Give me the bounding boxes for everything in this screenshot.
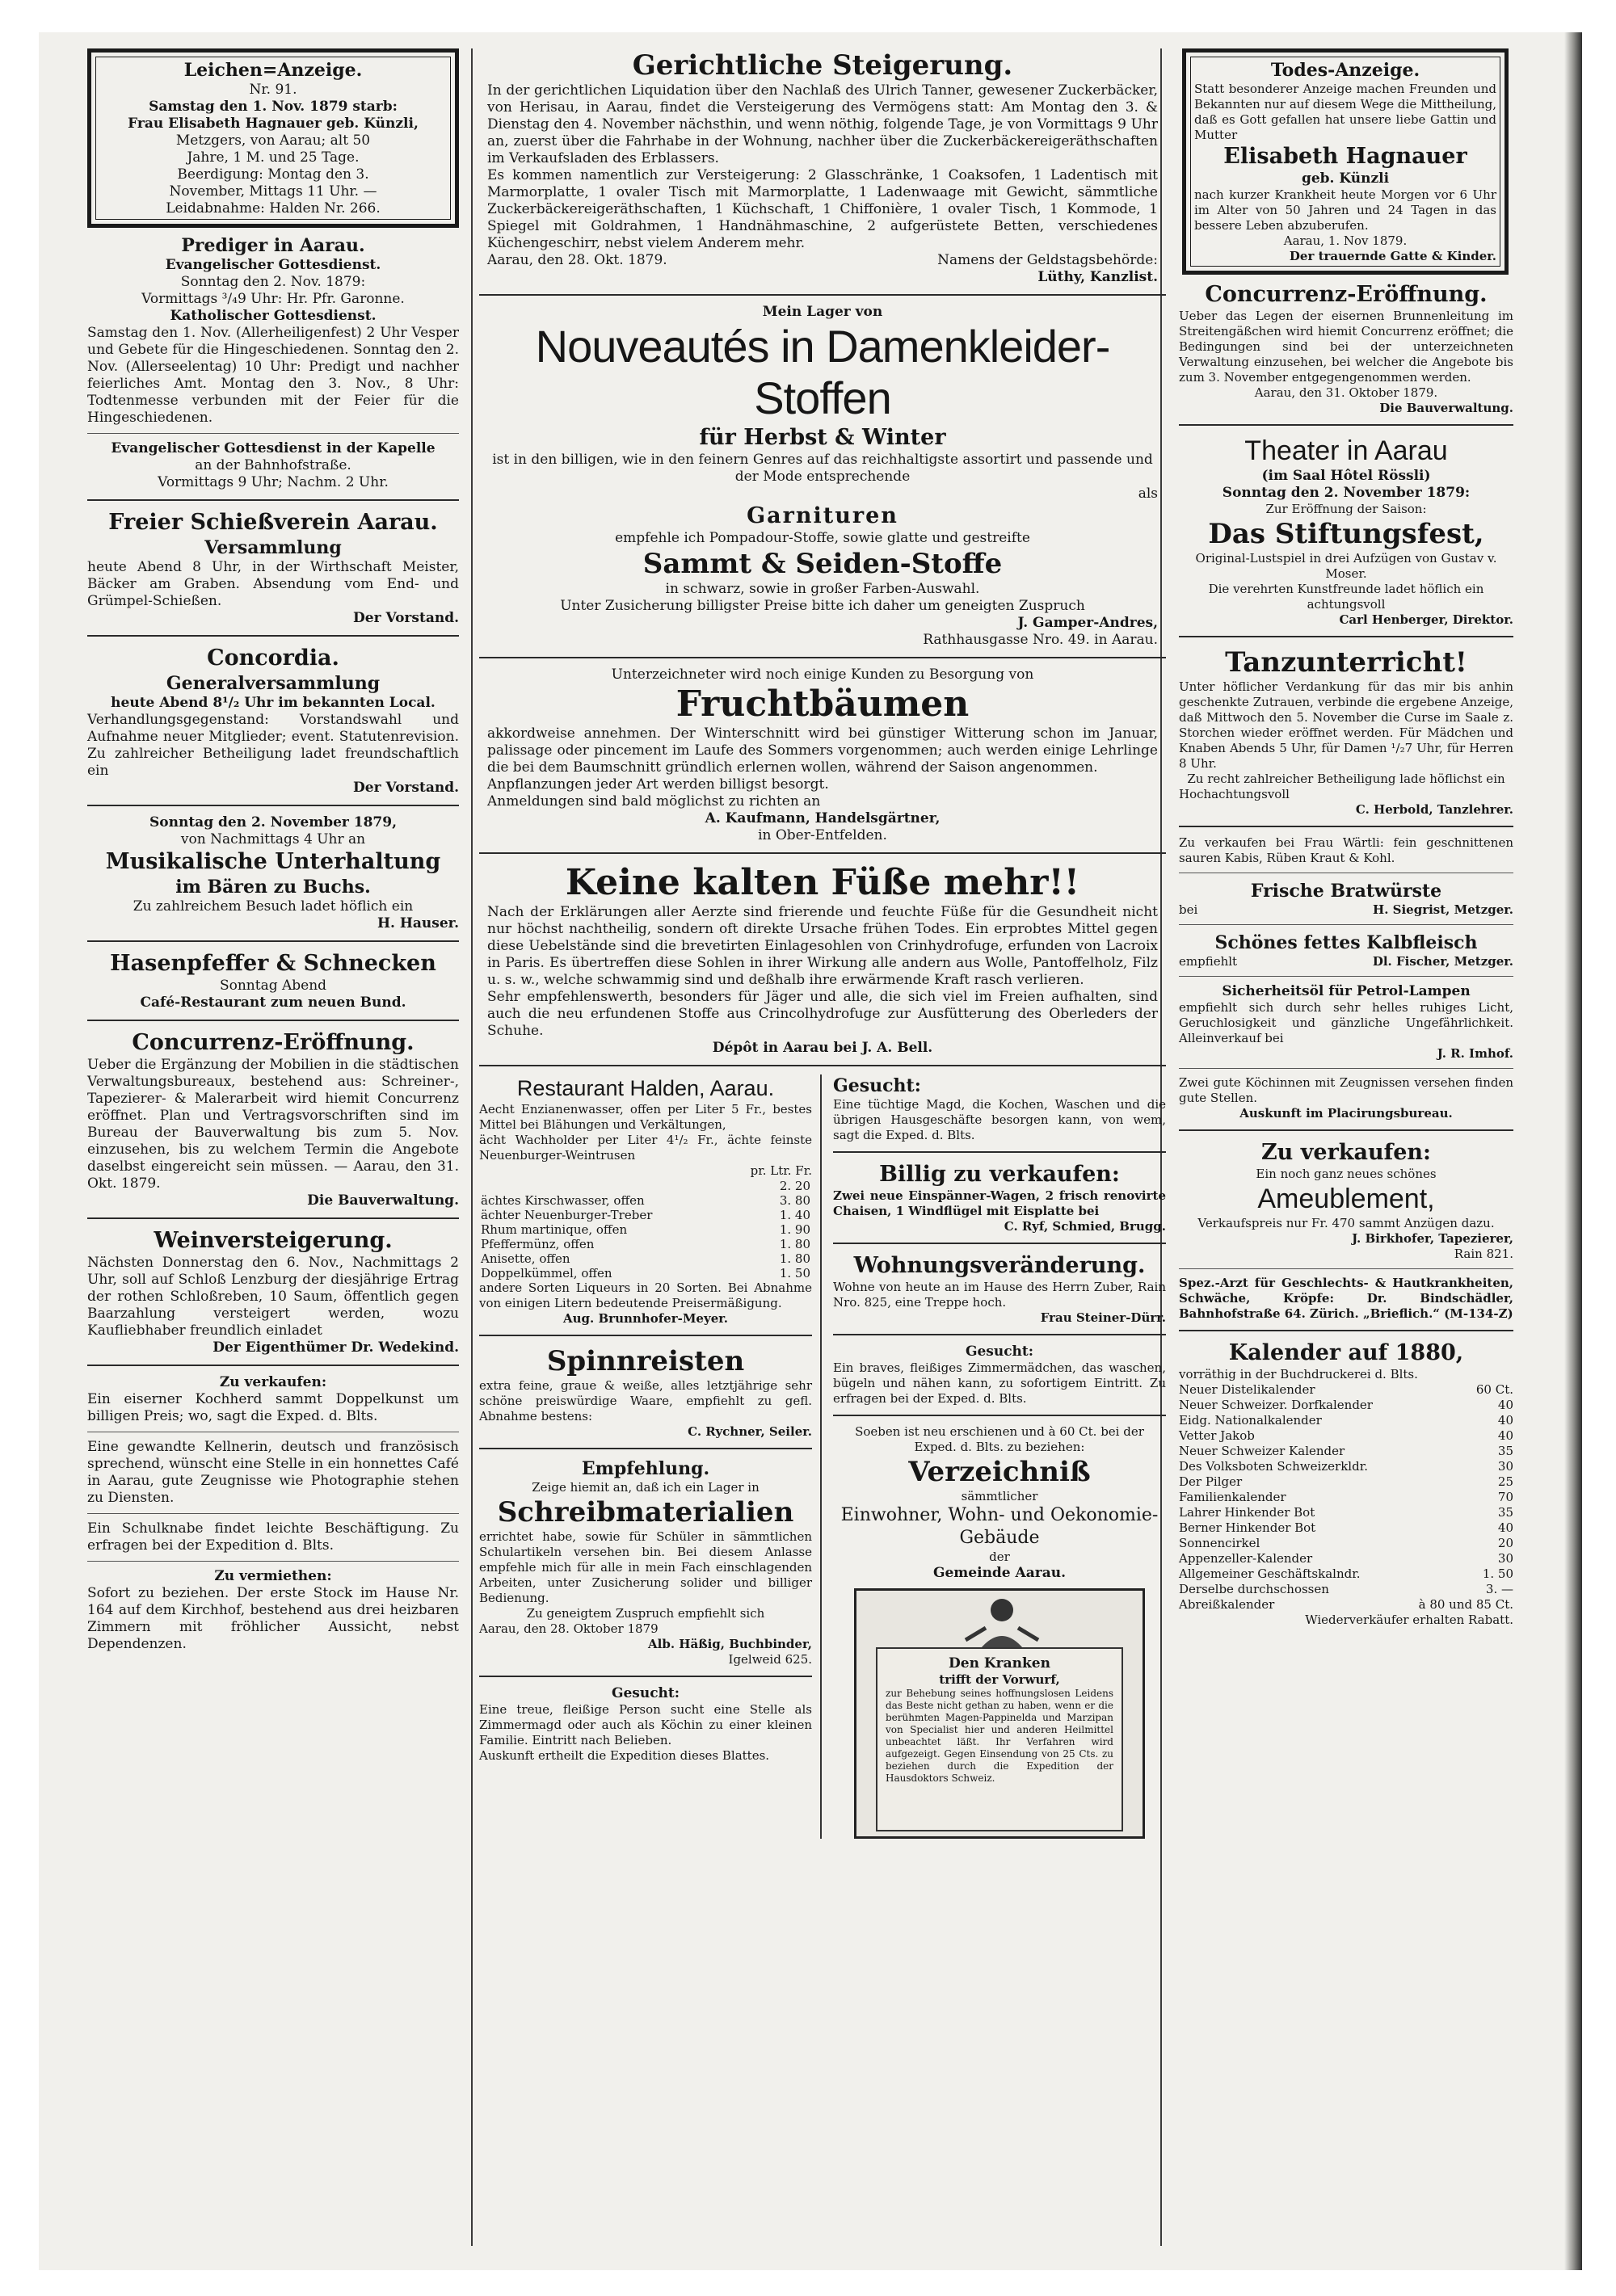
kochherd-body: Ein eiserner Kochherd sammt Doppelkunst um billigen Preis; wo, sagt die Exped. d. Blts. — [87, 1391, 459, 1424]
nouveautes-sign: J. Gamper-Andres, — [1017, 615, 1158, 631]
theater-place: (im Saal Hôtel Rössli) — [1261, 468, 1431, 484]
oel-body: empfiehlt sich durch sehr helles ruhiges Licht, Geruchlosigkeit und gänzliche Ungefährlichkeit. Alleinverkauf bei — [1179, 1000, 1513, 1045]
ameublement-ad — [1166, 1139, 1513, 1262]
kalender-row-name: Neuer Schweizer Kalender — [1179, 1444, 1345, 1458]
schuetzen-body: heute Abend 8 Uhr, in der Wirthschaft Meister, Bäcker am Graben. Absendung vom End- und Grümpel-Schießen. — [87, 559, 459, 609]
prediger-sub: Katholischer Gottesdienst. — [170, 308, 377, 324]
kalender-row-name: Des Volksboten Schweizerkldr. — [1179, 1459, 1368, 1474]
empfehlung-addr: Igelweid 625. — [728, 1652, 812, 1667]
verzeichnis-intro: Soeben ist neu erschienen und à 60 Ct. bei der Exped. d. Blts. zu beziehen: — [855, 1424, 1144, 1454]
halden-price-row — [479, 1208, 812, 1222]
hasen-line: Sonntag Abend — [219, 978, 327, 994]
theater-date: Sonntag den 2. November 1879: — [1222, 485, 1471, 501]
kalender-title: Kalender auf 1880, — [1228, 1340, 1464, 1365]
hasen-title: Hasenpfeffer & Schnecken — [110, 951, 436, 976]
kalbfleisch-title: Schönes fettes Kalbfleisch — [1214, 932, 1478, 953]
halden-price-row-name: ächter Neuenburger-Treber — [481, 1208, 653, 1222]
kalender-row — [1179, 1536, 1513, 1551]
empfehlung-body: errichtet habe, sowie für Schüler in sämmtlichen Schulartikeln versehen bin. Bei diesem Anlasse empfehle mich für alle in mein Fach einschlagenden Arbeiten, unter Zusicherung solider und billiger Bedienung. — [479, 1529, 812, 1605]
woodcut-body: zur Behebung seines hoffnungslosen Leidens das Beste nicht gethan zu haben, wenn er die berühmten Magen-Pappinelda und Marzipan von Specialist hier und anderen Heilmittel unbeachtet läßt. Ihr Verfahren wird aufgezeigt. Gegen Einsendung von 25 Cts. zu beziehen durch die Expedition der Hausdoktors Schweiz. — [886, 1688, 1113, 1784]
empfehlung-sign: Alb. Häßig, Buchbinder, — [648, 1637, 812, 1651]
musik-place: im Bären zu Buchs. — [175, 877, 371, 898]
halden-sign: Aug. Brunnhofer-Meyer. — [563, 1311, 728, 1326]
wein-notice — [87, 1227, 459, 1356]
nouveautes-als: als — [1138, 486, 1158, 502]
kalender-row-name: Allgemeiner Geschäftskalndr. — [1179, 1566, 1361, 1581]
spinn-ad — [479, 1344, 812, 1440]
theater-title: Theater in Aarau — [1244, 435, 1448, 466]
verzeichnis-title: Verzeichniß — [908, 1456, 1091, 1488]
hasen-line: Café-Restaurant zum neuen Bund. — [140, 995, 406, 1011]
leichen-line: November, Mittags 11 Uhr. — — [169, 183, 377, 200]
halden-price-table — [479, 1179, 812, 1280]
kalender-row-name: Berner Hinkender Bot — [1179, 1520, 1316, 1535]
theater-sign: Carl Henberger, Direktor. — [1339, 612, 1513, 627]
empfehlung-big: Schreibmaterialien — [497, 1496, 794, 1529]
theater-line: Zur Eröffnung der Saison: — [1265, 502, 1427, 516]
frucht-ad — [479, 667, 1166, 844]
kalender-row-value: 60 Ct. — [1475, 1382, 1513, 1397]
empfehlung-title: Empfehlung. — [581, 1458, 710, 1479]
nouveautes-title: Nouveautés in Damenkleider-Stoffen — [535, 321, 1110, 423]
vermiethen-body: Sofort zu beziehen. Der erste Stock im Hause Nr. 164 auf dem Kirchhof, bestehend aus drei heizbaren Zimmern mit fröhlicher Aussicht, nebst Dependenzen. — [87, 1585, 459, 1652]
fuesse-body2: Sehr empfehlenswerth, besonders für Jäger und alle, die sich viel im Freien aufhalten, sind auch die neu erfundenen Stoffe aus Crincolhydrofuge zur Ausfütterung des Oberleders der Schuhe. — [487, 989, 1158, 1039]
halden-intro2: ächt Wachholder per Liter 4¹/₂ Fr., ächte feinste Neuenburger-Weintrusen — [479, 1133, 812, 1163]
tanz-line: Hochachtungsvoll — [1179, 787, 1290, 801]
frucht-place: in Ober-Entfelden. — [758, 827, 887, 843]
halden-price-row — [479, 1179, 812, 1193]
prediger-line: Vormittags ³/₄9 Uhr: Hr. Pfr. Garonne. — [141, 291, 405, 307]
kalender-row — [1179, 1398, 1513, 1413]
leichen-line: Jahre, 1 M. und 25 Tage. — [187, 149, 360, 166]
nouveautes-lager: Mein Lager von — [762, 304, 883, 320]
gesucht-zimmer-body: Ein braves, fleißiges Zimmermädchen, das waschen, bügeln und nähen kann, zu sofortigem Eintritt. Zu erfragen bei der Exped. d. Blts. — [833, 1360, 1166, 1406]
kalender-row-value: 40 — [1497, 1398, 1513, 1412]
kalbfleisch-pre: empfiehlt — [1179, 954, 1238, 969]
frucht-intro: Unterzeichneter wird noch einige Kunden zu Besorgung von — [611, 667, 1034, 683]
gesucht-magd-body: Eine tüchtige Magd, die Kochen, Waschen und die übrigen Hausgeschäfte besorgen kann, von wem, sagt die Exped. d. Blts. — [833, 1097, 1166, 1142]
prediger-title: Prediger in Aarau. — [181, 235, 365, 256]
hasen-notice — [87, 950, 459, 1011]
concurrenz-right-date: Aarau, den 31. Oktober 1879. — [1254, 385, 1438, 400]
figure-icon — [962, 1596, 1042, 1652]
column-middle — [479, 48, 1166, 1839]
todes-geb: geb. Künzli — [1301, 170, 1390, 187]
prediger-sub: Evangelischer Gottesdienst in der Kapelle — [111, 440, 436, 456]
kalender-row-value: 35 — [1497, 1505, 1513, 1520]
kalender-row-value: 40 — [1497, 1520, 1513, 1535]
kalender-row — [1179, 1474, 1513, 1490]
kalender-row-value: 20 — [1497, 1536, 1513, 1550]
halden-ad — [479, 1074, 812, 1327]
todes-title: Todes-Anzeige. — [1270, 60, 1420, 81]
prediger-line: Vormittags 9 Uhr; Nachm. 2 Uhr. — [158, 474, 389, 490]
wohnung-body: Wohne von heute an im Hause des Herrn Zuber, Rain Nro. 825, eine Treppe hoch. — [833, 1280, 1166, 1310]
kalbfleisch-sign: Dl. Fischer, Metzger. — [1372, 954, 1513, 969]
halden-header: pr. Ltr. Fr. — [750, 1163, 812, 1178]
kochherd-title: Zu verkaufen: — [219, 1374, 327, 1390]
concurrenz-right-sign: Die Bauverwaltung. — [1379, 401, 1513, 415]
wein-body: Nächsten Donnerstag den 6. Nov., Nachmittags 2 Uhr, soll auf Schloß Lenzburg der diesjährige Ertrag der rothen Schloßreben, 10 Saum, öffentlich gegen Baarzahlung versteigert werden, wozu Kaufliebhaber freundlich einladet — [87, 1255, 459, 1339]
steigerung-sign: Lüthy, Kanzlist. — [1037, 269, 1158, 285]
kalender-row-value: 30 — [1497, 1551, 1513, 1566]
halden-price-row-value: 1. 50 — [779, 1266, 810, 1280]
steigerung-title: Gerichtliche Steigerung. — [632, 49, 1013, 82]
tanz-sign: C. Herbold, Tanzlehrer. — [1355, 802, 1513, 817]
prediger-line: Sonntag den 2. Nov. 1879: — [180, 274, 366, 290]
musik-title: Musikalische Unterhaltung — [105, 849, 441, 874]
leichen-line: Frau Elisabeth Hagnauer geb. Künzli, — [128, 116, 419, 132]
halden-price-row — [479, 1251, 812, 1266]
concordia-sub: Generalversammlung — [166, 673, 381, 694]
kalender-row-name: Appenzeller-Kalender — [1179, 1551, 1313, 1566]
steigerung-p1: In der gerichtlichen Liquidation über den Nachlaß des Ulrich Tanner, gewesener Zuckerbäcker, von Herisau, in Aarau, findet die Versteigerung des Vermögens statt: Am Montag den 3. & Dienstag den 4. November nächsthin, und wenn nöthig, folgende Tage, je von Vormittags 9 Uhr an, zuerst über die Fahrhabe in der Wohnung, nachher über die Zuckerbäckereigeräthschaften im Verkaufsladen des Erblassers. — [487, 82, 1158, 166]
kalender-row-name: Lahrer Hinkender Bot — [1179, 1505, 1315, 1520]
gesucht-person-title: Gesucht: — [611, 1685, 680, 1701]
gesucht-person-line: Auskunft ertheilt die Expedition dieses Blattes. — [479, 1748, 770, 1763]
halden-price-row-value: 2. 20 — [779, 1179, 810, 1193]
todes-body: Statt besonderer Anzeige machen Freunden und Bekannten nur auf diesem Wege die Mittheilung, daß es Gott gefallen hat unsere liebe Gattin und Mutter — [1194, 82, 1497, 142]
kalender-intro: vorräthig in der Buchdruckerei d. Blts. — [1179, 1367, 1418, 1381]
billig-title: Billig zu verkaufen: — [879, 1162, 1120, 1187]
wein-title: Weinversteigerung. — [154, 1228, 393, 1253]
wein-sign: Der Eigenthümer Dr. Wedekind. — [213, 1339, 459, 1356]
fuesse-title: Keine kalten Füße mehr!! — [565, 862, 1080, 903]
concurrenz-right-title: Concurrenz-Eröffnung. — [1205, 282, 1488, 307]
kalender-row — [1179, 1382, 1513, 1398]
verzeichnis-line: sämmtlicher — [961, 1489, 1038, 1503]
steigerung-notice — [479, 48, 1166, 286]
schuetzen-title: Freier Schießverein Aarau. — [108, 510, 438, 535]
kalender-row-value: 40 — [1497, 1428, 1513, 1443]
kalender-row — [1179, 1428, 1513, 1444]
halden-price-row-name: Pfeffermünz, offen — [481, 1237, 595, 1251]
arzt-ad: Spez.-Arzt für Geschlechts- & Hautkrankheiten, Schwäche, Kröpfe: Dr. Bindschädler, Bahnhofstraße 64. Zürich. „Brieflich.“ (M-134-Z) — [1179, 1276, 1513, 1321]
billig-body: Zwei neue Einspänner-Wagen, 2 frisch renovirte Chaisen, 1 Windflügel mit Eisplatte bei — [833, 1188, 1166, 1218]
frucht-title: Fruchtbäumen — [675, 683, 970, 725]
steigerung-date: Aarau, den 28. Okt. 1879. — [487, 252, 667, 268]
halden-price-row-name — [479, 1179, 767, 1193]
halden-title: Restaurant Halden, Aarau. — [516, 1076, 775, 1100]
musik-sign: H. Hauser. — [377, 915, 459, 931]
halden-price-row-value: 1. 90 — [779, 1222, 810, 1237]
kalender-row-name: Eidg. Nationalkalender — [1179, 1413, 1322, 1428]
gesucht-person-ad — [479, 1685, 812, 1764]
fuesse-ad — [479, 862, 1166, 1057]
kochherd-notice — [87, 1374, 459, 1425]
vermiethen-title: Zu vermiethen: — [214, 1568, 332, 1584]
theater-line: Die verehrten Kunstfreunde ladet höflich ein — [1208, 582, 1484, 596]
middle-subcolumn-left — [479, 1074, 822, 1839]
nouveautes-ad — [479, 304, 1166, 649]
leichen-title: Leichen=Anzeige. — [183, 60, 363, 81]
kalbfleisch-ad — [1166, 931, 1513, 969]
ameublement-sign: J. Birkhofer, Tapezierer, — [1352, 1231, 1513, 1246]
steigerung-p2: Es kommen namentlich zur Versteigerung: 2 Glasschränke, 1 Coaksofen, 1 Ladentisch mit Marmorplatte, 1 ovaler Tisch mit Marmorplatte, 1 Ladenwaage mit Gewicht, sämmtliche Zuckerbäckereigeräthschaften, 1 Küchschaft, 1 Chiffonière, 1 ovaler Tisch, 1 Kommode, 1 Spiegel mit Goldrahmen, 1 Handnähmaschine, 2 aufgerüstete Betten, verschiedenes Küchengeschirr, nebst vielem Anderem mehr. — [487, 167, 1158, 251]
gesucht-person-body: Eine treue, fleißige Person sucht eine Stelle als Zimmermagd oder auch als Köchin zu einer kleinen Familie. Eintritt nach Belieben. — [479, 1702, 812, 1747]
ameublement-addr: Rain 821. — [1454, 1247, 1513, 1261]
halden-price-row-value: 3. 80 — [779, 1193, 810, 1208]
newspaper-page — [39, 32, 1582, 2270]
musik-time: von Nachmittags 4 Uhr an — [180, 831, 366, 847]
kalender-row — [1179, 1551, 1513, 1566]
leichen-line: Leidabnahme: Halden Nr. 266. — [166, 200, 381, 217]
kalender-row-name: Derselbe durchschossen — [1179, 1582, 1329, 1596]
kalender-row — [1179, 1459, 1513, 1474]
oel-ad — [1166, 983, 1513, 1062]
wohnung-title: Wohnungsveränderung. — [853, 1253, 1146, 1278]
kabis-ad: Zu verkaufen bei Frau Wärtli: fein geschnittenen sauren Kabis, Rüben Kraut & Kohl. — [1179, 835, 1513, 865]
theater-play: Das Stiftungsfest, — [1208, 518, 1484, 550]
frucht-line: Anmeldungen sind bald möglichst zu richten an — [487, 793, 821, 809]
kalender-row-value: 25 — [1497, 1474, 1513, 1489]
nouveautes-garnituren: Garnituren — [747, 503, 898, 528]
musik-date: Sonntag den 2. November 1879, — [149, 814, 398, 831]
kalender-row — [1179, 1490, 1513, 1505]
verzeichnis-ad — [833, 1424, 1166, 1582]
theater-line: Original-Lustspiel in drei Aufzügen von Gustav v. Moser. — [1195, 551, 1497, 581]
oel-title: Sicherheitsöl für Petrol-Lampen — [1222, 983, 1471, 999]
empfehlung-ad — [479, 1457, 812, 1667]
halden-price-row-value: 1. 40 — [779, 1208, 810, 1222]
kalender-row-name: Sonnencirkel — [1179, 1536, 1260, 1550]
halden-price-row — [479, 1266, 812, 1280]
gesucht-zimmer-title: Gesucht: — [965, 1344, 1034, 1360]
kalender-row-name: Der Pilger — [1179, 1474, 1243, 1489]
koechinnen-body: Zwei gute Köchinnen mit Zeugnissen versehen finden gute Stellen. — [1179, 1075, 1513, 1105]
theater-ad — [1166, 434, 1513, 628]
steigerung-for: Namens der Geldstagsbehörde: — [937, 252, 1158, 268]
bratwurst-sign: H. Siegrist, Metzger. — [1373, 902, 1513, 917]
gesucht-zimmer-ad — [833, 1344, 1166, 1407]
prediger-body: Samstag den 1. Nov. (Allerheiligenfest) 2 Uhr Vesper und Gebete für die Hingeschiedenen. Sonntag den 2. Nov. (Allerseelentag) 10 Uhr: Predigt und nachher feierliches Amt. Montag den 3. Nov., 8 Uhr: Todtenmesse verbunden mit der Feier für die Hingeschiedenen. — [87, 325, 459, 426]
schuetzen-notice — [87, 509, 459, 627]
column-left — [87, 48, 459, 1653]
todes-body2: nach kurzer Krankheit heute Morgen vor 6 Uhr im Alter von 50 Jahren und 24 Tagen in das bessere Leben abzuberufen. — [1194, 187, 1496, 233]
frucht-line: Anpflanzungen jeder Art werden billigst besorgt. — [487, 776, 829, 793]
kalender-row-name: Abreißkalender — [1179, 1597, 1275, 1612]
kalender-table — [1179, 1382, 1513, 1613]
fuesse-depot: Dépôt in Aarau bei J. A. Bell. — [712, 1040, 933, 1056]
kalender-row-value: 40 — [1497, 1413, 1513, 1428]
theater-line: achtungsvoll — [1307, 597, 1386, 612]
prediger-notice — [87, 234, 459, 491]
spinn-title: Spinnreisten — [546, 1345, 745, 1377]
ameublement-line: Ein noch ganz neues schönes — [1256, 1167, 1437, 1181]
kalender-row — [1179, 1597, 1513, 1613]
gesucht-magd-ad — [833, 1074, 1166, 1143]
wohnung-sign: Frau Steiner-Dürr. — [1040, 1310, 1166, 1325]
nouveautes-empf: empfehle ich Pompadour-Stoffe, sowie glatte und gestreifte — [615, 530, 1030, 546]
concordia-body: Verhandlungsgegenstand: Vorstandswahl und Aufnahme neuer Mitglieder; event. Statutenrevision. Zu zahlreicher Betheiligung ladet freundschaftlich ein — [87, 712, 459, 779]
tanz-line: Zu recht zahlreicher Betheiligung lade höflichst ein — [1187, 772, 1505, 786]
schuetzen-versammlung: Versammlung — [204, 537, 342, 558]
todes-anzeige — [1182, 48, 1509, 275]
kellnerin-notice: Eine gewandte Kellnerin, deutsch und französisch sprechend, wünscht eine Stelle in ein honnettes Café in Aarau, gute Zeugnisse wie Photographie stehen zu Diensten. — [87, 1439, 459, 1506]
oel-sign: J. R. Imhof. — [1437, 1046, 1513, 1061]
tanz-ad — [1166, 645, 1513, 818]
woodcut-title: Den Kranken — [949, 1655, 1050, 1672]
kalender-row-name: Neuer Schweizer. Dorfkalender — [1179, 1398, 1373, 1412]
verzeichnis-line: der — [989, 1550, 1010, 1564]
ameublement-big: Ameublement, — [1257, 1184, 1435, 1214]
kalender-row-value: à 80 und 85 Ct. — [1418, 1597, 1513, 1612]
todes-name: Elisabeth Hagnauer — [1223, 144, 1467, 169]
kalender-row-value: 35 — [1497, 1444, 1513, 1458]
middle-subcolumn-right — [833, 1074, 1166, 1839]
kalender-row-value: 70 — [1497, 1490, 1513, 1504]
kalender-row-value: 3. — — [1485, 1582, 1513, 1596]
column-rule-left — [471, 48, 473, 1058]
halden-price-row — [479, 1193, 812, 1208]
tanz-body: Unter höflicher Verdankung für das mir bis anhin geschenkte Zutrauen, verbinde die ergebene Anzeige, daß Mittwoch den 5. November die Curse im Saale z. Storchen wieder eröffnet werden. Für Mädchen und Knaben Abends 5 Uhr, für Damen ¹/₂7 Uhr, für Herren 8 Uhr. — [1179, 679, 1513, 771]
kalender-row-value: 30 — [1497, 1459, 1513, 1474]
concordia-title: Concordia. — [207, 645, 339, 671]
empfehlung-line: Zu geneigtem Zuspruch empfiehlt sich — [526, 1606, 765, 1621]
halden-price-row-name: Doppelkümmel, offen — [481, 1266, 612, 1280]
kalender-row — [1179, 1505, 1513, 1520]
fuesse-body: Nach der Erklärungen aller Aerzte sind frierende und feuchte Füße für die Gesundheit nicht nur höchst nachtheilig, sondern oft direkte Ursache frühen Todes. Ein erprobtes Mittel gegen diese Uebelstände sind die brevetirten Einlagesohlen von Crinhydrofuge, erfunden von Lacroix in Paris. Es übertreffen diese Sohlen in ihrer Wirkung alle andern aus Wolle, Pantoffelholz, Filz u. s. w., welche schwammig sind und deßhalb ihre erwärmende Kraft rasch verlieren. — [487, 904, 1158, 988]
kalender-row — [1179, 1413, 1513, 1428]
empfehlung-date: Aarau, den 28. Oktober 1879 — [479, 1621, 659, 1636]
billig-ad — [833, 1161, 1166, 1234]
column-rule-left-lower — [471, 1058, 473, 2246]
billig-sign: C. Ryf, Schmied, Brugg. — [1004, 1219, 1166, 1234]
kalender-outro: Wiederverkäufer erhalten Rabatt. — [1305, 1613, 1513, 1627]
kalender-row-value: 1. 50 — [1482, 1566, 1513, 1581]
column-right — [1166, 48, 1513, 1628]
nouveautes-line: Unter Zusicherung billigster Preise bitte ich daher um geneigten Zuspruch — [560, 598, 1085, 614]
kalender-row — [1179, 1444, 1513, 1459]
todes-date: Aarau, 1. Nov 1879. — [1283, 233, 1408, 248]
frucht-body: akkordweise annehmen. Der Winterschnitt wird bei günstiger Witterung schon im Januar, palissage oder pincement im Laufe des Sommers vorgenommen; auch werden einige Lehrlinge die bei dem Baumschnitt gründlich erlernen wollen, während der Saison angenommen. — [487, 725, 1158, 776]
halden-price-row — [479, 1237, 812, 1251]
tanz-title: Tanzunterricht! — [1225, 646, 1467, 679]
spinn-body: extra feine, graue & weiße, alles letztjährige sehr schöne preiswürdige Waare, empfiehlt zu gefl. Abnahme bestens: — [479, 1378, 812, 1423]
kalender-row — [1179, 1566, 1513, 1582]
leichen-line: Samstag den 1. Nov. 1879 starb: — [149, 99, 398, 115]
concordia-sign: Der Vorstand. — [353, 780, 459, 796]
wohnung-ad — [833, 1252, 1166, 1326]
schulknabe-notice: Ein Schulknabe findet leichte Beschäftigung. Zu erfragen bei der Expedition d. Blts. — [87, 1520, 459, 1554]
bratwurst-bei: bei — [1179, 902, 1198, 917]
musik-invite: Zu zahlreichem Besuch ladet höflich ein — [133, 898, 414, 915]
nouveautes-body: ist in den billigen, wie in den feinern Genres auf das reichhaltigste assortirt und passende und der Mode entsprechende — [492, 452, 1153, 485]
leichen-anzeige — [87, 48, 459, 228]
todes-sign: Der trauernde Gatte & Kinder. — [1289, 249, 1496, 263]
halden-outro: andere Sorten Liqueurs in 20 Sorten. Bei Abnahme von einigen Litern bedeutende Preisermäßigung. — [479, 1280, 812, 1310]
prediger-sub: Evangelischer Gottesdienst. — [165, 257, 381, 273]
bratwurst-ad — [1166, 880, 1513, 918]
frucht-sign: A. Kaufmann, Handelsgärtner, — [705, 810, 941, 826]
prediger-line: an der Bahnhofstraße. — [195, 457, 351, 473]
kalender-row — [1179, 1520, 1513, 1536]
ameublement-title: Zu verkaufen: — [1260, 1140, 1432, 1165]
bratwurst-title: Frische Bratwürste — [1250, 881, 1442, 902]
gesucht-magd-title: Gesucht: — [833, 1075, 921, 1096]
concordia-line: heute Abend 8¹/₂ Uhr im bekannten Local. — [111, 695, 436, 711]
halden-price-row-name: ächtes Kirschwasser, offen — [481, 1193, 645, 1208]
kalender-row-name: Neuer Distelikalender — [1179, 1382, 1315, 1397]
ameublement-line: Verkaufspreis nur Fr. 470 sammt Anzügen dazu. — [1197, 1216, 1495, 1230]
kalender-row-name: Vetter Jakob — [1179, 1428, 1255, 1443]
verzeichnis-line: Gemeinde Aarau. — [932, 1565, 1067, 1581]
concurrenz-left-sign: Die Bauverwaltung. — [307, 1192, 459, 1209]
halden-price-row — [479, 1222, 812, 1237]
halden-intro: Aecht Enzianenwasser, offen per Liter 5 Fr., bestes Mittel bei Blähungen und Verkältungen, — [479, 1102, 812, 1132]
koechinnen-ad — [1166, 1075, 1513, 1121]
concurrenz-left-notice — [87, 1029, 459, 1209]
halden-price-row-value: 1. 80 — [779, 1251, 810, 1266]
nouveautes-sub: für Herbst & Winter — [699, 425, 946, 450]
vermiethen-notice — [87, 1568, 459, 1653]
koechinnen-line: Auskunft im Placirungsbureau. — [1239, 1106, 1453, 1121]
woodcut-sub: trifft der Vorwurf, — [939, 1672, 1060, 1687]
kalender-row — [1179, 1582, 1513, 1597]
concurrenz-right-body: Ueber das Legen der eisernen Brunnenleitung im Streitengäßchen wird hiemit Concurrenz eröffnet; die Bedingungen sind bei der unterzeichneten Verwaltung einzusehen, bei welcher die Angebote bis zum 3. November entgegengenommen werden. — [1179, 309, 1513, 385]
empfehlung-line: Zeige hiemit an, daß ich ein Lager in — [532, 1480, 760, 1495]
halden-price-row-value: 1. 80 — [779, 1237, 810, 1251]
halden-price-row-name: Rhum martinique, offen — [481, 1222, 628, 1237]
leichen-line: Metzgers, von Aarau; alt 50 — [175, 132, 371, 149]
concurrenz-left-title: Concurrenz-Eröffnung. — [132, 1030, 415, 1055]
leichen-nr: Nr. 91. — [249, 82, 297, 98]
nouveautes-sammt: Sammt & Seiden-Stoffe — [642, 548, 1003, 580]
kalender-row-name: Familienkalender — [1179, 1490, 1286, 1504]
halden-price-row-name: Anisette, offen — [481, 1251, 570, 1266]
spinn-sign: C. Rychner, Seiler. — [688, 1424, 812, 1439]
musik-notice — [87, 814, 459, 932]
verzeichnis-line: Einwohner, Wohn- und Oekonomie-Gebäude — [840, 1505, 1159, 1548]
concurrenz-left-body: Ueber die Ergänzung der Mobilien in die städtischen Verwaltungsbureaux, bestehend aus: Schreiner-, Tapezierer- & Malerarbeit wird hiemit Concurrenz eröffnet. Plan und Vertragsvorschriften sind im Bureau der Bauverwaltung bis zum 5. Nov. einzusehen, bis zu welchem Termin die Angebote daselbst eingereicht sein müssen. — Aarau, den 31. Okt. 1879. — [87, 1057, 459, 1192]
schuetzen-sign: Der Vorstand. — [353, 610, 459, 626]
concurrenz-right-notice — [1166, 281, 1513, 416]
nouveautes-addr: Rathhausgasse Nro. 49. in Aarau. — [923, 632, 1158, 648]
nouveautes-line: in schwarz, sowie in großer Farben-Auswahl. — [665, 581, 980, 597]
woodcut-illustration — [854, 1588, 1145, 1839]
leichen-line: Beerdigung: Montag den 3. — [177, 166, 369, 183]
concordia-notice — [87, 645, 459, 797]
kalender-ad — [1166, 1339, 1513, 1628]
